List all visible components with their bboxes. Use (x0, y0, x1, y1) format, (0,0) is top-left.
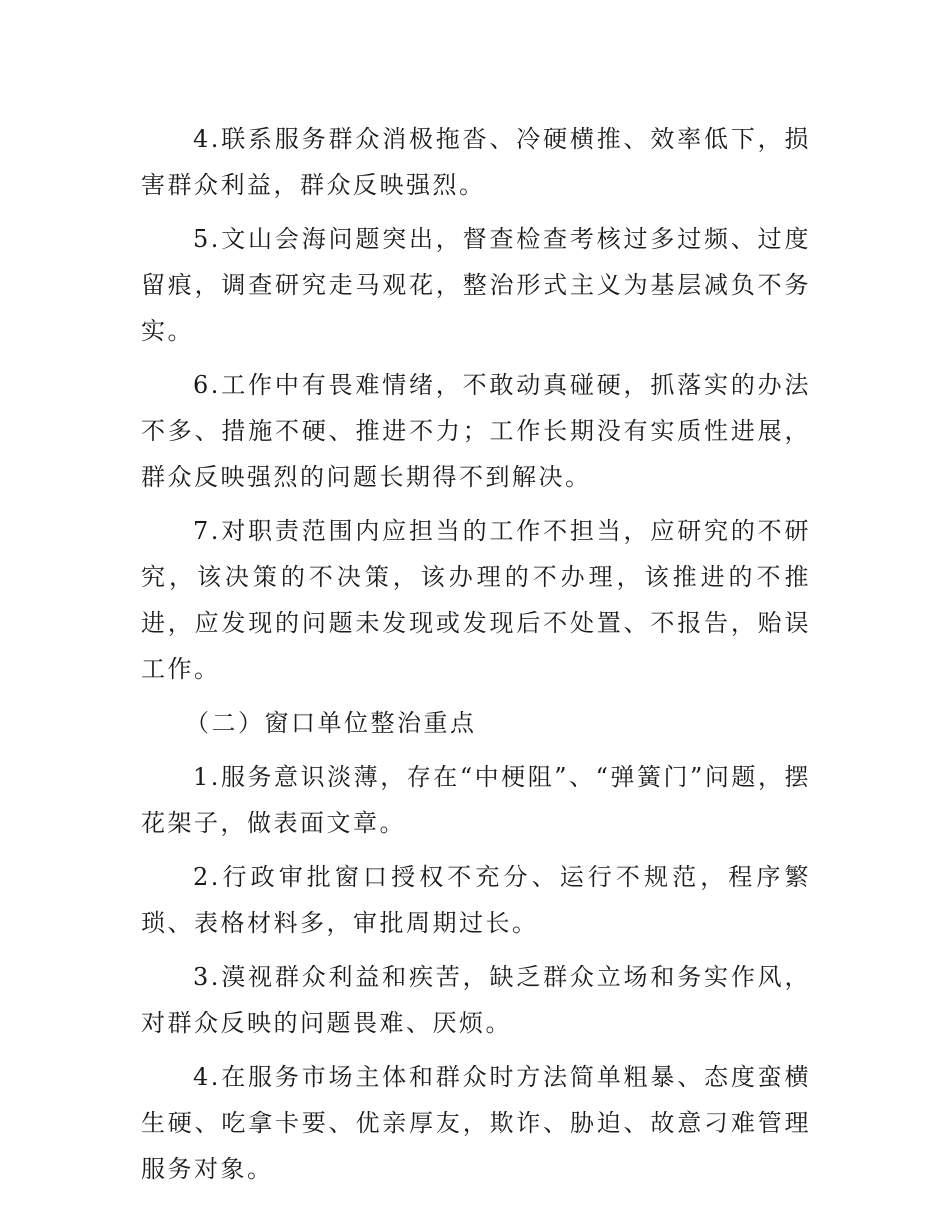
section-heading: （二）窗口单位整治重点 (185, 709, 477, 737)
paragraph-item-7: 7.对职责范围内应担当的工作不担当，应研究的不研究，该决策的不决策，该办理的不办理，该推进的不推进，应发现的问题未发现或发现后不处置、不报告，贻误工作。 (141, 517, 811, 683)
paragraph-item-6: 6.工作中有畏难情绪，不敢动真碰硬，抓落实的办法不多、措施不硬、推进不力；工作长期没有实质性进展，群众反映强烈的问题长期得不到解决。 (141, 371, 811, 491)
document-body (141, 116, 811, 1200)
paragraph-item-1: 1.服务意识淡薄，存在“中梗阻”、“弹簧门”问题，摆花架子，做表面文章。 (141, 763, 811, 837)
paragraph-item-5: 5.文山会海问题突出，督查检查考核过多过频、过度留痕，调查研究走马观花，整治形式主义为基层减负不务实。 (141, 225, 811, 345)
paragraph-item-4b: 4.在服务市场主体和群众时方法简单粗暴、态度蛮横生硬、吃拿卡要、优亲厚友，欺诈、胁迫、故意刁难管理服务对象。 (141, 1063, 811, 1183)
paragraph-item-3: 3.漠视群众利益和疾苦，缺乏群众立场和务实作风，对群众反映的问题畏难、厌烦。 (141, 963, 811, 1037)
paragraph-item-4: 4.联系服务群众消极拖沓、冷硬横推、效率低下，损害群众利益，群众反映强烈。 (141, 125, 811, 199)
paragraph-item-2: 2.行政审批窗口授权不充分、运行不规范，程序繁琐、表格材料多，审批周期过长。 (141, 863, 811, 937)
